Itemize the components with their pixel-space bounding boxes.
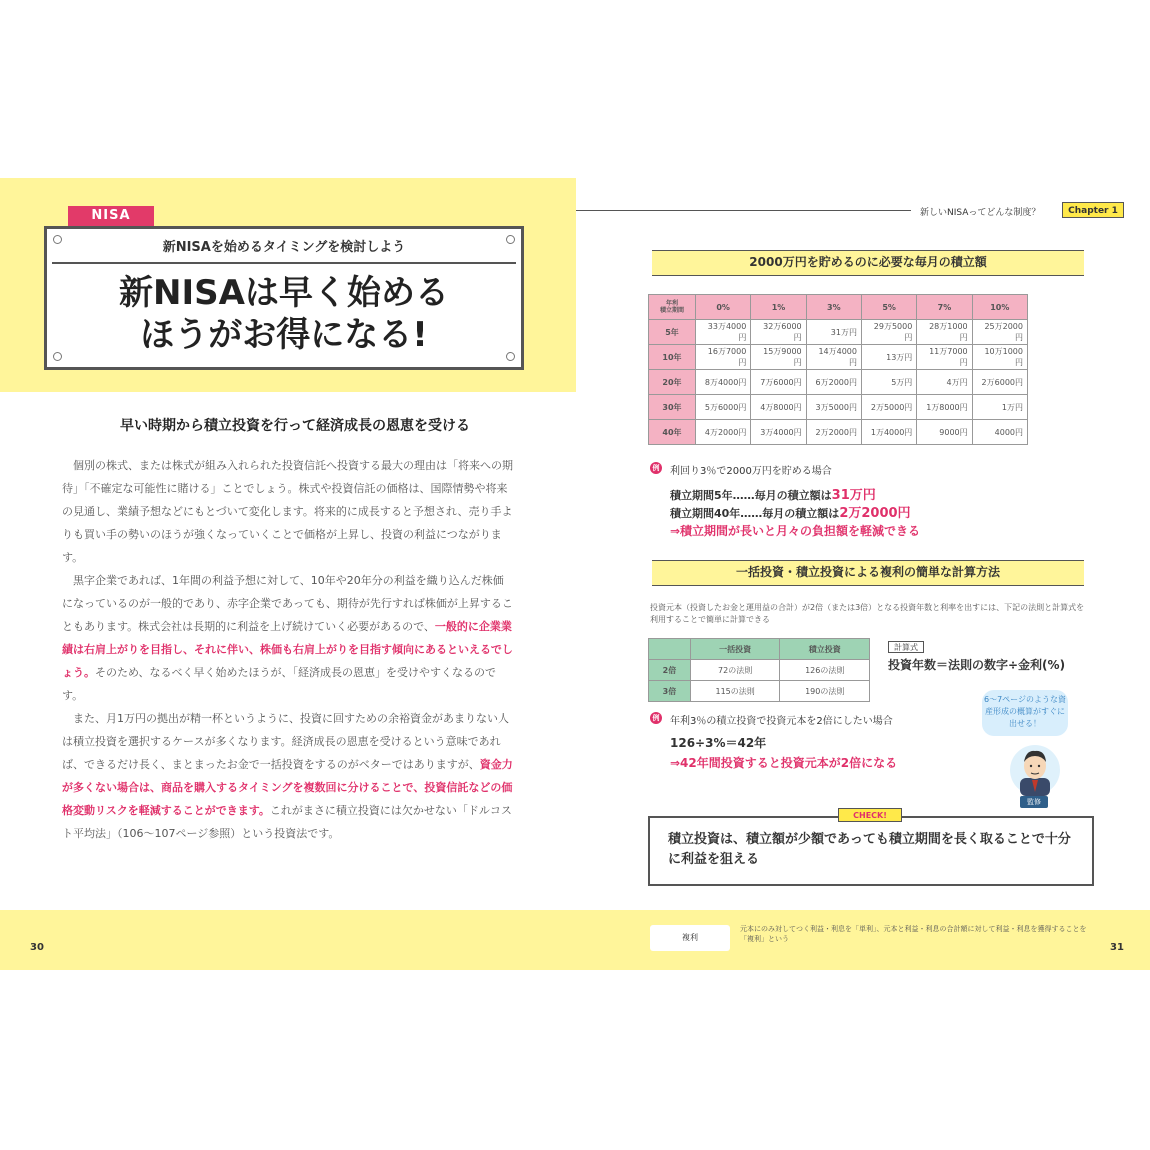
table-row	[649, 420, 1028, 445]
table-cell: 4万2000円	[696, 420, 751, 445]
formula-tag: 計算式	[888, 641, 924, 653]
page-number-left: 30	[30, 942, 44, 953]
table-cell: 28万1000円	[917, 320, 972, 345]
row-label: 30年	[649, 395, 696, 420]
speech-bubble: 6～7ページのような資産形成の概算がすぐに出せる！	[982, 690, 1068, 736]
table-cell: 13万円	[861, 345, 916, 370]
formula: 投資年数＝法則の数字÷金利(%)	[888, 658, 1066, 672]
section-heading: 早い時期から積立投資を行って経済成長の恩恵を受ける	[120, 418, 470, 434]
title-line-2: ほうがお得になる!	[140, 315, 428, 355]
category-tag: NISA	[68, 206, 154, 226]
check-text: 積立投資は、積立額が少額であっても積立期間を長く取ることで十分に利益を狙える	[668, 832, 1071, 867]
table-cell: 5万6000円	[696, 395, 751, 420]
table-header	[649, 639, 691, 660]
row-label: 10年	[649, 345, 696, 370]
table-cell: 1万4000円	[861, 420, 916, 445]
table-cell: 15万9000円	[751, 345, 806, 370]
table-cell: 72の法則	[690, 660, 780, 681]
header-rule	[576, 210, 911, 211]
chapter-badge: Chapter 1	[1062, 202, 1124, 218]
table-header: 0%	[696, 295, 751, 320]
table-cell: 190の法則	[780, 681, 870, 702]
table-cell: 126の法則	[780, 660, 870, 681]
table-cell: 6万2000円	[806, 370, 861, 395]
savings-table	[648, 294, 1028, 445]
supervisor-avatar	[1006, 744, 1064, 800]
glossary-text: 元本にのみ対してつく利益・利息を「単利」、元本と利益・利息の合計額に対して利益・利息を獲得することを「複利」という	[740, 925, 1087, 943]
row-label: 5年	[649, 320, 696, 345]
page-title	[44, 272, 524, 356]
table-cell: 10万1000円	[972, 345, 1027, 370]
table-cell: 33万4000円	[696, 320, 751, 345]
table-cell: 2万6000円	[972, 370, 1027, 395]
example-calc: 126÷3%＝42年	[670, 736, 767, 750]
highlight-text: 一般的に企業業績は右肩上がりを目指し、それに伴い、株価も右肩上がりを目指す傾向にあるといえるでしょう。	[62, 620, 513, 679]
table-cell: 5万円	[861, 370, 916, 395]
example-icon: 例	[650, 462, 662, 474]
section-banner-2: 一括投資・積立投資による複利の簡単な計算方法	[652, 560, 1084, 586]
example-conclusion: ⇒積立期間が長いと月々の負担額を軽減できる	[670, 524, 921, 538]
table-cell: 31万円	[806, 320, 861, 345]
row-label: 3倍	[649, 681, 691, 702]
running-head: 新しいNISAってどんな制度？	[920, 208, 1041, 218]
rule-table	[648, 638, 870, 702]
example-line: 積立期間5年……毎月の積立額は31万円	[670, 488, 876, 503]
table-row	[649, 681, 870, 702]
section-banner-1: 2000万円を貯めるのに必要な毎月の積立額	[652, 250, 1084, 276]
table-cell: 4万8000円	[751, 395, 806, 420]
highlight-text: 資金力が多くない場合は、商品を購入するタイミングを複数回に分けることで、投資信託などの価格変動リスクを軽減することができます。	[62, 758, 513, 817]
example-title: 年利3％の積立投資で投資元本を2倍にしたい場合	[670, 716, 893, 727]
row-label: 40年	[649, 420, 696, 445]
paragraph: 黒字企業であれば、1年間の利益予想に対して、10年や20年分の利益を織り込んだ株価になっているのが一般的であり、赤字企業であっても、期待が先行すれば株価が上昇することもあります。株式会社は長期的に利益を上げ続けていく必要があるので、一般的に企業業績は右肩上がりを目指し、それに伴い、株価も右肩上がりを目指す傾向にあるといえるでしょう。そのため、なるべく早く始めたほうが、「経済成長の恩恵」を受けやすくなるのです。	[62, 574, 513, 702]
check-tag: CHECK!	[838, 808, 902, 822]
table-header: 1%	[751, 295, 806, 320]
title-line-1: 新NISAは早く始める	[119, 273, 449, 313]
table-cell: 4000円	[972, 420, 1027, 445]
table-cell: 11万7000円	[917, 345, 972, 370]
table-cell: 115の法則	[690, 681, 780, 702]
table-cell: 2万5000円	[861, 395, 916, 420]
table-row	[649, 370, 1028, 395]
table-cell: 14万4000円	[806, 345, 861, 370]
example-conclusion: ⇒42年間投資すると投資元本が2倍になる	[670, 756, 898, 770]
divider	[52, 262, 516, 264]
table-cell: 29万5000円	[861, 320, 916, 345]
table-cell: 1万円	[972, 395, 1027, 420]
example-line: 積立期間40年……毎月の積立額は2万2000円	[670, 506, 911, 521]
table-row	[649, 320, 1028, 345]
table-corner: 年利 積立期間	[649, 295, 696, 320]
table-header: 10%	[972, 295, 1027, 320]
table-cell: 25万2000円	[972, 320, 1027, 345]
row-label: 2倍	[649, 660, 691, 681]
table-cell: 8万4000円	[696, 370, 751, 395]
table-row	[649, 395, 1028, 420]
example-title: 利回り3％で2000万円を貯める場合	[670, 466, 832, 477]
glossary-label: 複利	[650, 925, 730, 951]
table-cell: 3万4000円	[751, 420, 806, 445]
example-icon: 例	[650, 712, 662, 724]
table-header: 一括投資	[690, 639, 780, 660]
table-header: 5%	[861, 295, 916, 320]
table-header: 積立投資	[780, 639, 870, 660]
paragraph: 個別の株式、または株式が組み入れられた投資信託へ投資する最大の理由は「将来への期待」「不確定な可能性に賭ける」ことでしょう。株式や投資信託の価格は、国際情勢や将来の見通し、業績予想などにもとづいて変化します。将来的に成長すると予想され、売り手よりも買い手の勢いのほうが強くなっていくことで価格が上昇し、投資の利益につながります。	[62, 459, 513, 564]
avatar-label: 監修	[1020, 796, 1048, 808]
table-cell: 4万円	[917, 370, 972, 395]
table-header: 7%	[917, 295, 972, 320]
table-cell: 32万6000円	[751, 320, 806, 345]
table-cell: 3万5000円	[806, 395, 861, 420]
table-cell: 1万8000円	[917, 395, 972, 420]
calc-intro: 投資元本（投資したお金と運用益の合計）が2倍（または3倍）となる投資年数と利率を出すには、下記の法則と計算式を利用することで簡単に計算できる	[650, 603, 1085, 624]
row-label: 20年	[649, 370, 696, 395]
table-cell: 9000円	[917, 420, 972, 445]
table-header: 3%	[806, 295, 861, 320]
table-row	[649, 660, 870, 681]
paragraph: また、月1万円の拠出が精一杯というように、投資に回すための余裕資金があまりない人は積立投資を選択するケースが多くなります。経済成長の恩恵を受けるという意味であれば、できるだけ長く、まとまったお金で一括投資をするのがベターではありますが、資金力が多くない場合は、商品を購入するタイミングを複数回に分けることで、投資信託などの価格変動リスクを軽減することができます。これがまさに積立投資には欠かせない「ドルコスト平均法」（106～107ページ参照）という投資法です。	[62, 712, 513, 840]
subtitle: 新NISAを始めるタイミングを検討しよう	[162, 240, 406, 255]
table-cell: 2万2000円	[806, 420, 861, 445]
table-cell: 16万7000円	[696, 345, 751, 370]
table-cell: 7万6000円	[751, 370, 806, 395]
body-text	[62, 454, 514, 845]
page-number-right: 31	[1110, 942, 1124, 953]
table-row	[649, 345, 1028, 370]
